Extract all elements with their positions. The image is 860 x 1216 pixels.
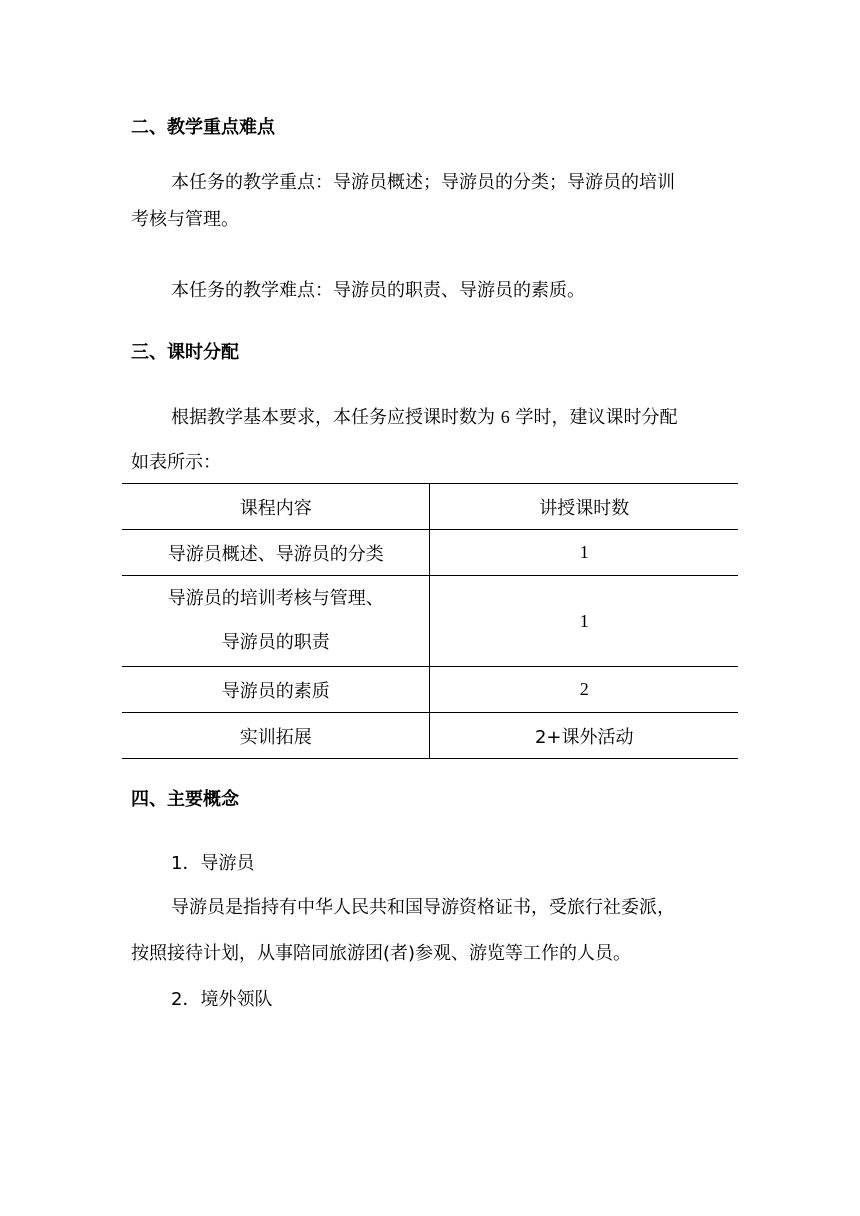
teaching-focus-paragraph-line1: 本任务的教学重点：导游员概述；导游员的分类；导游员的培训 <box>171 172 675 193</box>
row2-content-line2: 导游员的职责 <box>221 632 330 653</box>
header-lecture-hours: 讲授课时数 <box>430 484 738 530</box>
header-course-content: 课程内容 <box>122 484 430 530</box>
concept-item1-title: 1．导游员 <box>171 853 255 874</box>
table-header-row <box>122 484 738 530</box>
row1-hours: 1 <box>430 530 738 576</box>
teaching-focus-paragraph-line2: 考核与管理。 <box>131 209 239 230</box>
row1-content: 导游员概述、导游员的分类 <box>122 530 430 576</box>
hour-allocation-intro-line1 <box>171 405 677 430</box>
section-heading-hour-allocation: 三、课时分配 <box>131 342 239 363</box>
section-heading-main-concepts: 四、主要概念 <box>131 789 239 810</box>
row4-hours: 2+课外活动 <box>430 713 738 759</box>
row3-hours: 2 <box>430 667 738 713</box>
row3-content: 导游员的素质 <box>122 667 430 713</box>
table-row <box>122 713 738 759</box>
section-heading-teaching-focus: 二、教学重点难点 <box>131 117 275 138</box>
table-row <box>122 667 738 713</box>
row2-hours: 1 <box>430 576 738 667</box>
intro-text-b: 学时，建议课时分配 <box>515 407 678 428</box>
teaching-difficulty-paragraph: 本任务的教学难点：导游员的职责、导游员的素质。 <box>171 280 585 301</box>
table-row <box>122 576 738 667</box>
hour-allocation-intro-line2: 如表所示： <box>131 452 221 473</box>
intro-text-a: 根据教学基本要求，本任务应授课时数为 <box>171 407 495 428</box>
row4-content: 实训拓展 <box>122 713 430 759</box>
table-row <box>122 530 738 576</box>
row2-content <box>122 576 430 667</box>
concept-item2-title: 2．境外领队 <box>171 989 273 1010</box>
concept-item1-line2: 按照接待计划，从事陪同旅游团(者)参观、游览等工作的人员。 <box>131 943 632 964</box>
concept-item1-line1: 导游员是指持有中华人民共和国导游资格证书，受旅行社委派， <box>171 897 675 918</box>
hour-allocation-table <box>122 483 738 759</box>
row2-content-line1: 导游员的培训考核与管理、 <box>167 588 384 609</box>
intro-hours-number: 6 <box>500 407 510 427</box>
